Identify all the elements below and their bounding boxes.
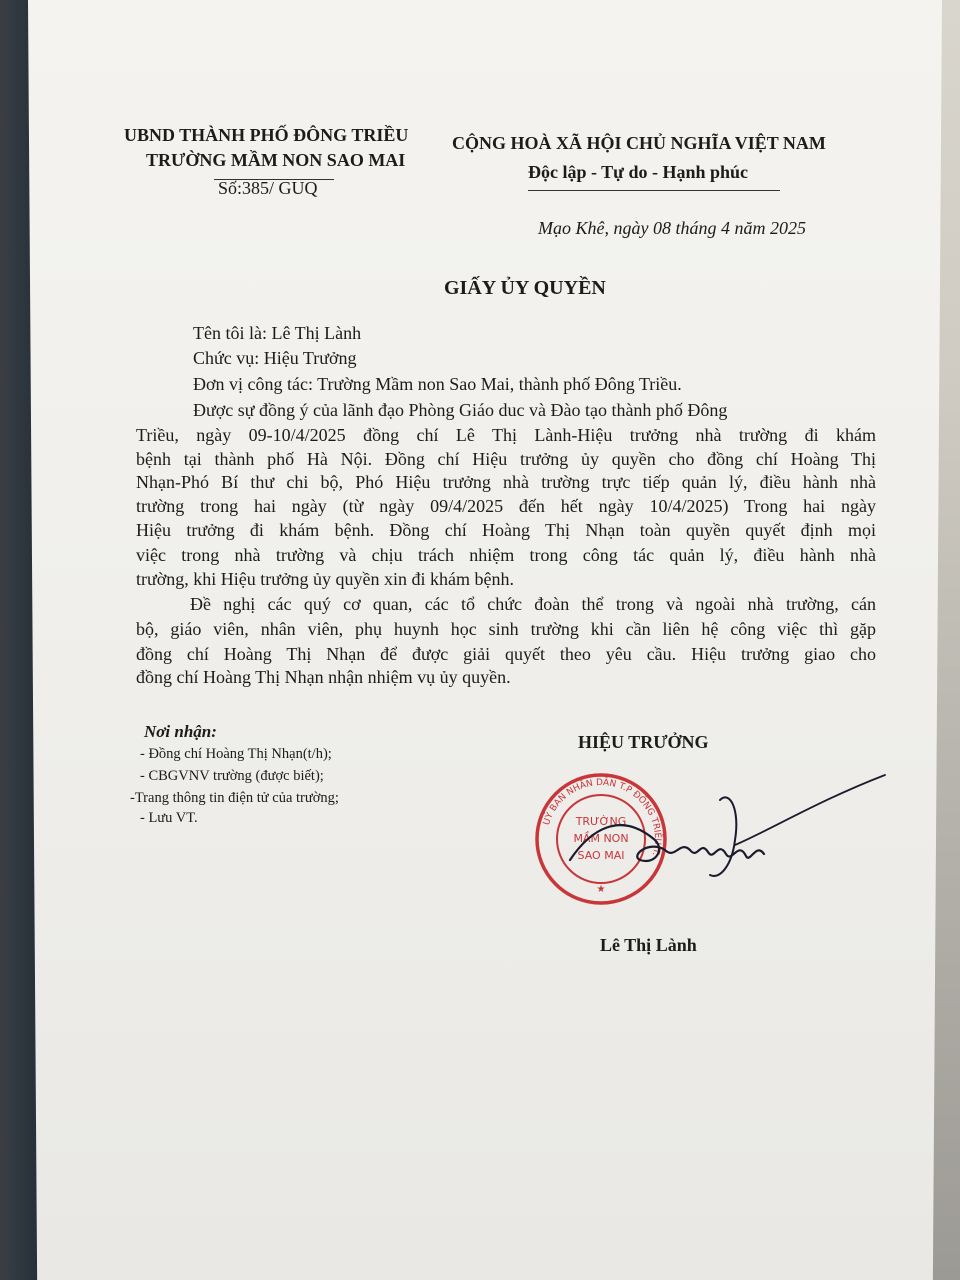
stamp-center-line: MẦM NON: [573, 832, 629, 845]
place-date: Mạo Khê, ngày 08 tháng 4 năm 2025: [538, 218, 806, 238]
paragraph1-line: trường, khi Hiệu trưởng ủy quyền xin đi khám bệnh.: [136, 569, 514, 589]
signer-role: HIỆU TRƯỞNG: [578, 732, 709, 752]
paragraph1-line: Hiệu trưởng đi khám bệnh. Đồng chí Hoàng Thị Nhạn toàn quyền quyết định mọi: [136, 520, 876, 540]
paragraph2-line: bộ, giáo viên, nhân viên, phụ huynh học sinh trường khi cần liên hệ công việc thì gặp: [136, 619, 876, 639]
stamp-ring-text: UỶ BAN NHÂN DÂN T.P ĐÔNG TRIỀU T.: [541, 777, 663, 857]
paragraph1-line: việc trong nhà trường và chịu trách nhiệm trong công tác quản lý, điều hành nhà: [136, 545, 876, 565]
handwritten-signature: [560, 770, 900, 920]
motto-underline: [528, 190, 780, 191]
national-motto: Độc lập - Tự do - Hạnh phúc: [528, 162, 749, 182]
paragraph2-line: đồng chí Hoàng Thị Nhạn để được giải quyết theo yêu cầu. Hiệu trưởng giao cho: [136, 644, 876, 664]
document-title: GIẤY ỦY QUYỀN: [444, 277, 606, 299]
paragraph1-line: bệnh tại thành phố Hà Nội. Đồng chí Hiệu trưởng ủy quyền cho đồng chí Hoàng Thị: [136, 449, 876, 469]
recipients-heading: Nơi nhận:: [144, 722, 217, 741]
stamp-center-line: TRƯỜNG: [575, 815, 627, 828]
signer-name: Lê Thị Lành: [600, 935, 697, 955]
paragraph1-line: Triều, ngày 09-10/4/2025 đồng chí Lê Thị Lành-Hiệu trưởng nhà trường đi khám: [136, 425, 876, 445]
doc-number: Số:385/ GUQ: [218, 178, 318, 198]
document-page: [28, 0, 942, 1280]
recipient-item: - CBGVNV trường (được biết);: [140, 768, 324, 784]
info-name: Tên tôi là: Lê Thị Lành: [193, 323, 362, 343]
recipient-item: -Trang thông tin điện tử của trường;: [130, 790, 339, 806]
recipient-item: - Đồng chí Hoàng Thị Nhạn(t/h);: [140, 746, 332, 762]
info-position: Chức vụ: Hiệu Trưởng: [193, 348, 357, 368]
paragraph1-line: Được sự đồng ý của lãnh đạo Phòng Giáo duc và Đào tạo thành phố Đông: [193, 400, 728, 420]
national-title: CỘNG HOÀ XÃ HỘI CHỦ NGHĨA VIỆT NAM: [452, 133, 826, 153]
svg-text:★: ★: [596, 884, 606, 895]
paragraph1-line: Nhạn-Phó Bí thư chi bộ, Phó Hiệu trưởng nhà trường trực tiếp quản lý, điều hành nhà: [136, 472, 876, 492]
paragraph1-line: trường trong hai ngày (từ ngày 09/4/2025 đến hết ngày 10/4/2025) Trong hai ngày: [136, 496, 876, 516]
paragraph2-line: Đề nghị các quý cơ quan, các tổ chức đoàn thể trong và ngoài nhà trường, cán: [190, 594, 876, 614]
paragraph2-line: đồng chí Hoàng Thị Nhạn nhận nhiệm vụ ủy quyền.: [136, 667, 511, 687]
org-line-2: TRƯỜNG MẦM NON SAO MAI: [146, 150, 406, 170]
recipient-item: - Lưu VT.: [140, 810, 198, 826]
info-unit: Đơn vị công tác: Trường Mầm non Sao Mai, thành phố Đông Triều.: [193, 374, 682, 394]
org-line-1: UBND THÀNH PHỐ ĐÔNG TRIỀU: [124, 125, 409, 145]
stamp-center-line: SAO MAI: [577, 849, 625, 862]
